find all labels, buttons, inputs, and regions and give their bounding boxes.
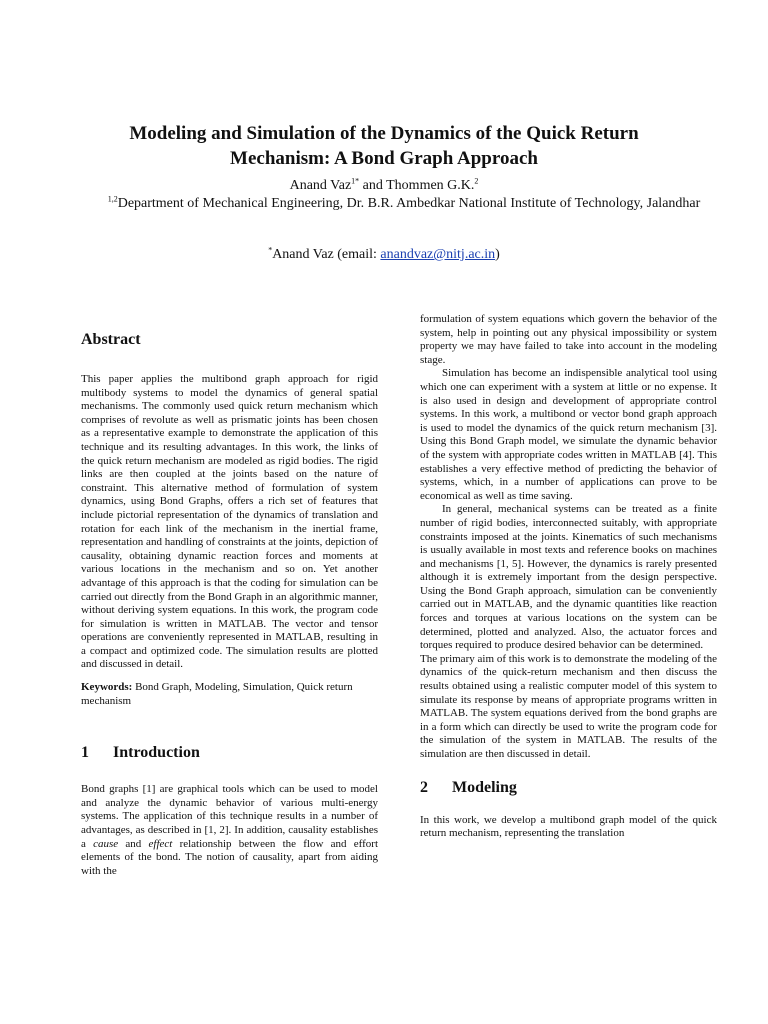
keywords (81, 681, 378, 708)
affiliation-marker: 1,2 (107, 194, 118, 204)
email-link[interactable]: anandvaz@nitj.ac.in (380, 247, 496, 262)
affiliation-text: Department of Mechanical Engineering, Dr. B.R. Ambedkar National Institute of Technology, Jalandhar (117, 196, 701, 211)
intro-paragraph-continued: formulation of system equations which govern the behavior of the system, help in pointing out any physical impossibility or system property we may have failed to take into account in the modeling stage. (420, 313, 717, 366)
contact-suffix: ) (495, 247, 500, 262)
title-line-2: Mechanism: A Bond Graph Approach (230, 148, 538, 169)
author-join: and (359, 178, 387, 193)
section-number-2: 2 (420, 778, 428, 796)
title-line-1: Modeling and Simulation of the Dynamics of the Quick Return (129, 123, 639, 144)
abstract-text: This paper applies the multibond graph approach for rigid multibody systems to model the dynamics of general spatial mechanisms. The commonly used quick return mechanism which comprises of revolute as well as prismatic joints has been chosen as a representative example to demonstrate the application of this technique and its resulting advantages. In this work, the links of the quick return mechanism are modeled as rigid bodies. The rigid links are then coupled at the joints based on the nature of constraint. This alternative method of formulation of system dynamics, using Bond Graphs, offers a rich set of features that include pictorial representation of the dynamics of translation and rotation for each link of the mechanism in the inertial frame, representation and handling of constraints at the joints, depiction of causality, obtaining dynamic reaction forces and moments at various locations in the mechanism and so on. Yet another advantage of this approach is that the coding for simulation can be carried out directly from the Bond Graph in an algorithmic manner, without deriving system equations. In this work, the program code for simulation is written in MATLAB. The vector and tensor operations are conveniently represented in MATLAB, resulting in a compact and optimized code. The simulation results are plotted and discussed in detail. (81, 373, 378, 671)
intro-paragraph-primary-aim: The primary aim of this work is to demonstrate the modeling of the dynamics of the quick-return mechanism and then discuss the results obtained using a realistic computer model of this system to simulate its response by means of appropriate programs written in MATLAB. The system equations derived from the bond graphs are in a form which can directly be used to write the program code for the simulation of the system in MATLAB. The results of the simulation are then discussed in detail. (420, 652, 717, 760)
section-title-introduction: Introduction (113, 744, 200, 762)
intro-text-b: and (118, 837, 149, 850)
author-line (60, 177, 708, 195)
right-column (420, 313, 717, 841)
section-heading-introduction (81, 743, 378, 763)
left-column (81, 330, 378, 878)
intro-paragraph-simulation: Simulation has become an indispensible analytical tool using which one can experiment with a system at little or no expense. It is also used in design and development of appropriate control systems. In this work, a multibond or vector bond graph approach is used to model the dynamics of the quick return mechanism [3]. Using this Bond Graph model, we simulate the dynamic behavior of the system with appropriate codes written in MATLAB [4]. This establishes a very effective method of predicting the behavior of systems, which, in a number of applications can prove to be economical as well as time saving. (420, 367, 717, 502)
intro-em-effect: effect (148, 837, 173, 850)
affiliation (84, 195, 724, 213)
section-heading-modeling (420, 778, 717, 798)
author-2-marker: 2 (474, 176, 479, 186)
section-number-1: 1 (81, 744, 89, 762)
intro-text-c: relationship between the flow and effort elements of the bond. The notion of causality, apart from aiding with the (81, 837, 379, 877)
keywords-text: Bond Graph, Modeling, Simulation, Quick return mechanism (81, 681, 353, 707)
intro-paragraph-mechanical-systems: In general, mechanical systems can be treated as a finite number of rigid bodies, interconnected suitably, with appropriate constraints imposed at the joints. Kinematics of such mechanisms is usually available in most texts and reference books on machines and mechanisms [1, 5]. However, the dynamics is rarely presented although it is extremely important from the design perspective. Using the Bond Graph approach, simulation can be conveniently carried out in MATLAB, and the dynamic quantities like reaction forces and torques at various locations on the system can be determined, plotted and analyzed. Also, the actuator forces and torques required to produce desired behavior can be determined. (420, 503, 717, 652)
author-1-marker: 1* (351, 176, 360, 186)
intro-text-a: Bond graphs [1] are graphical tools which can be used to model and analyze the dynamic behavior of various multi-energy systems. The application of this technique results in a number of advantages, as described in [1, 2]. In addition, causality establishes a (81, 783, 378, 850)
author-2: Thommen G.K. (386, 178, 475, 193)
keywords-label: Keywords: (81, 681, 133, 694)
abstract-heading: Abstract (81, 331, 141, 348)
intro-em-cause: cause (93, 837, 119, 850)
contact-prefix: Anand Vaz (email: (272, 247, 381, 262)
intro-paragraph (81, 783, 378, 878)
paper-title (60, 121, 708, 171)
modeling-paragraph: In this work, we develop a multibond graph model of the quick return mechanism, representing the translation (420, 813, 717, 840)
contact-line (60, 246, 708, 264)
author-1: Anand Vaz (289, 178, 352, 193)
contact-marker: * (268, 245, 273, 255)
section-title-modeling: Modeling (452, 778, 517, 796)
